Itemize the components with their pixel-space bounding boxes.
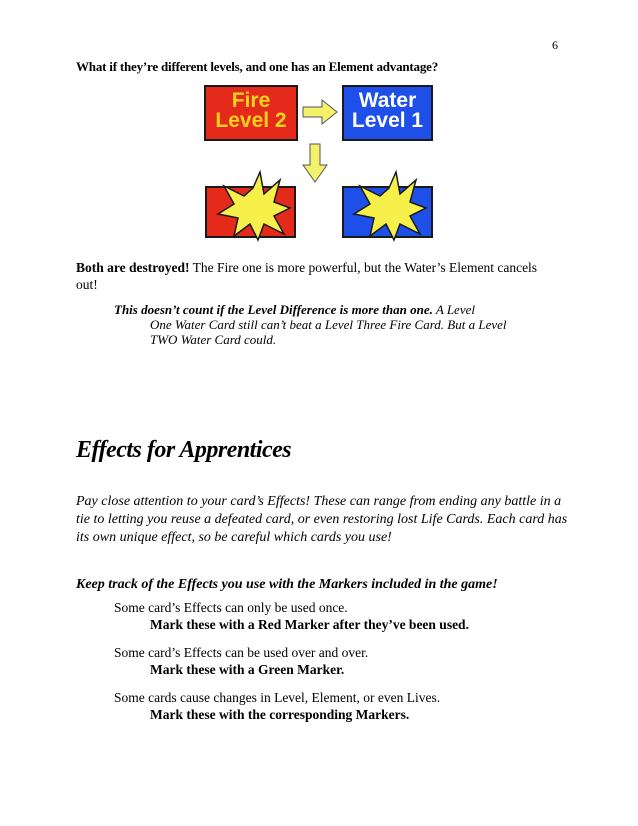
fire-level-2-card (204, 85, 298, 141)
explosion-icon (350, 170, 428, 242)
marker-item-text: Some cards cause changes in Level, Element, or even Lives. (114, 690, 441, 705)
note-text1: A Level (432, 302, 475, 317)
explosion-icon (214, 170, 292, 242)
result-bold: Both are destroyed! (76, 260, 190, 275)
page-number: 6 (552, 38, 558, 52)
note-text3: TWO Water Card could. (150, 332, 277, 347)
markers-heading: Keep track of the Effects you use with the Markers included in the game! (76, 577, 498, 592)
marker-item (114, 644, 368, 678)
fire-card-line2: Level 2 (215, 109, 287, 132)
fire-card-line1: Fire (231, 89, 271, 112)
marker-item (114, 599, 469, 633)
effects-paragraph: Pay close attention to your card’s Effects! These can range from ending any battle in a tie to letting you reuse a defeated card, or even restoring lost Life Cards. Each card has its own unique effect, so be careful which cards you use! (76, 494, 568, 545)
marker-item-text: Some card’s Effects can only be used once. (114, 600, 348, 615)
water-level-1-card (342, 85, 433, 141)
marker-item (114, 689, 440, 723)
right-arrow-icon (302, 99, 338, 125)
marker-item-instruction: Mark these with a Green Marker. (150, 662, 345, 677)
level-difference-note (114, 302, 564, 347)
result-text: The Fire one is more powerful, but the Water’s Element cancels out! (76, 260, 538, 292)
section-heading: Effects for Apprentices (76, 437, 292, 463)
marker-item-instruction: Mark these with a Red Marker after they’ve been used. (150, 617, 469, 632)
note-text2: One Water Card still can’t beat a Level Three Fire Card. But a Level (150, 317, 507, 332)
result-paragraph (76, 259, 546, 293)
note-bold: This doesn’t count if the Level Difference is more than one. (114, 302, 433, 317)
water-card-line1: Water (358, 89, 417, 112)
down-arrow-icon (302, 143, 328, 183)
question-heading: What if they’re different levels, and one has an Element advantage? (76, 59, 439, 74)
water-card-line2: Level 1 (351, 109, 424, 132)
marker-item-text: Some card’s Effects can be used over and over. (114, 645, 369, 660)
marker-item-instruction: Mark these with the corresponding Markers. (150, 707, 410, 722)
